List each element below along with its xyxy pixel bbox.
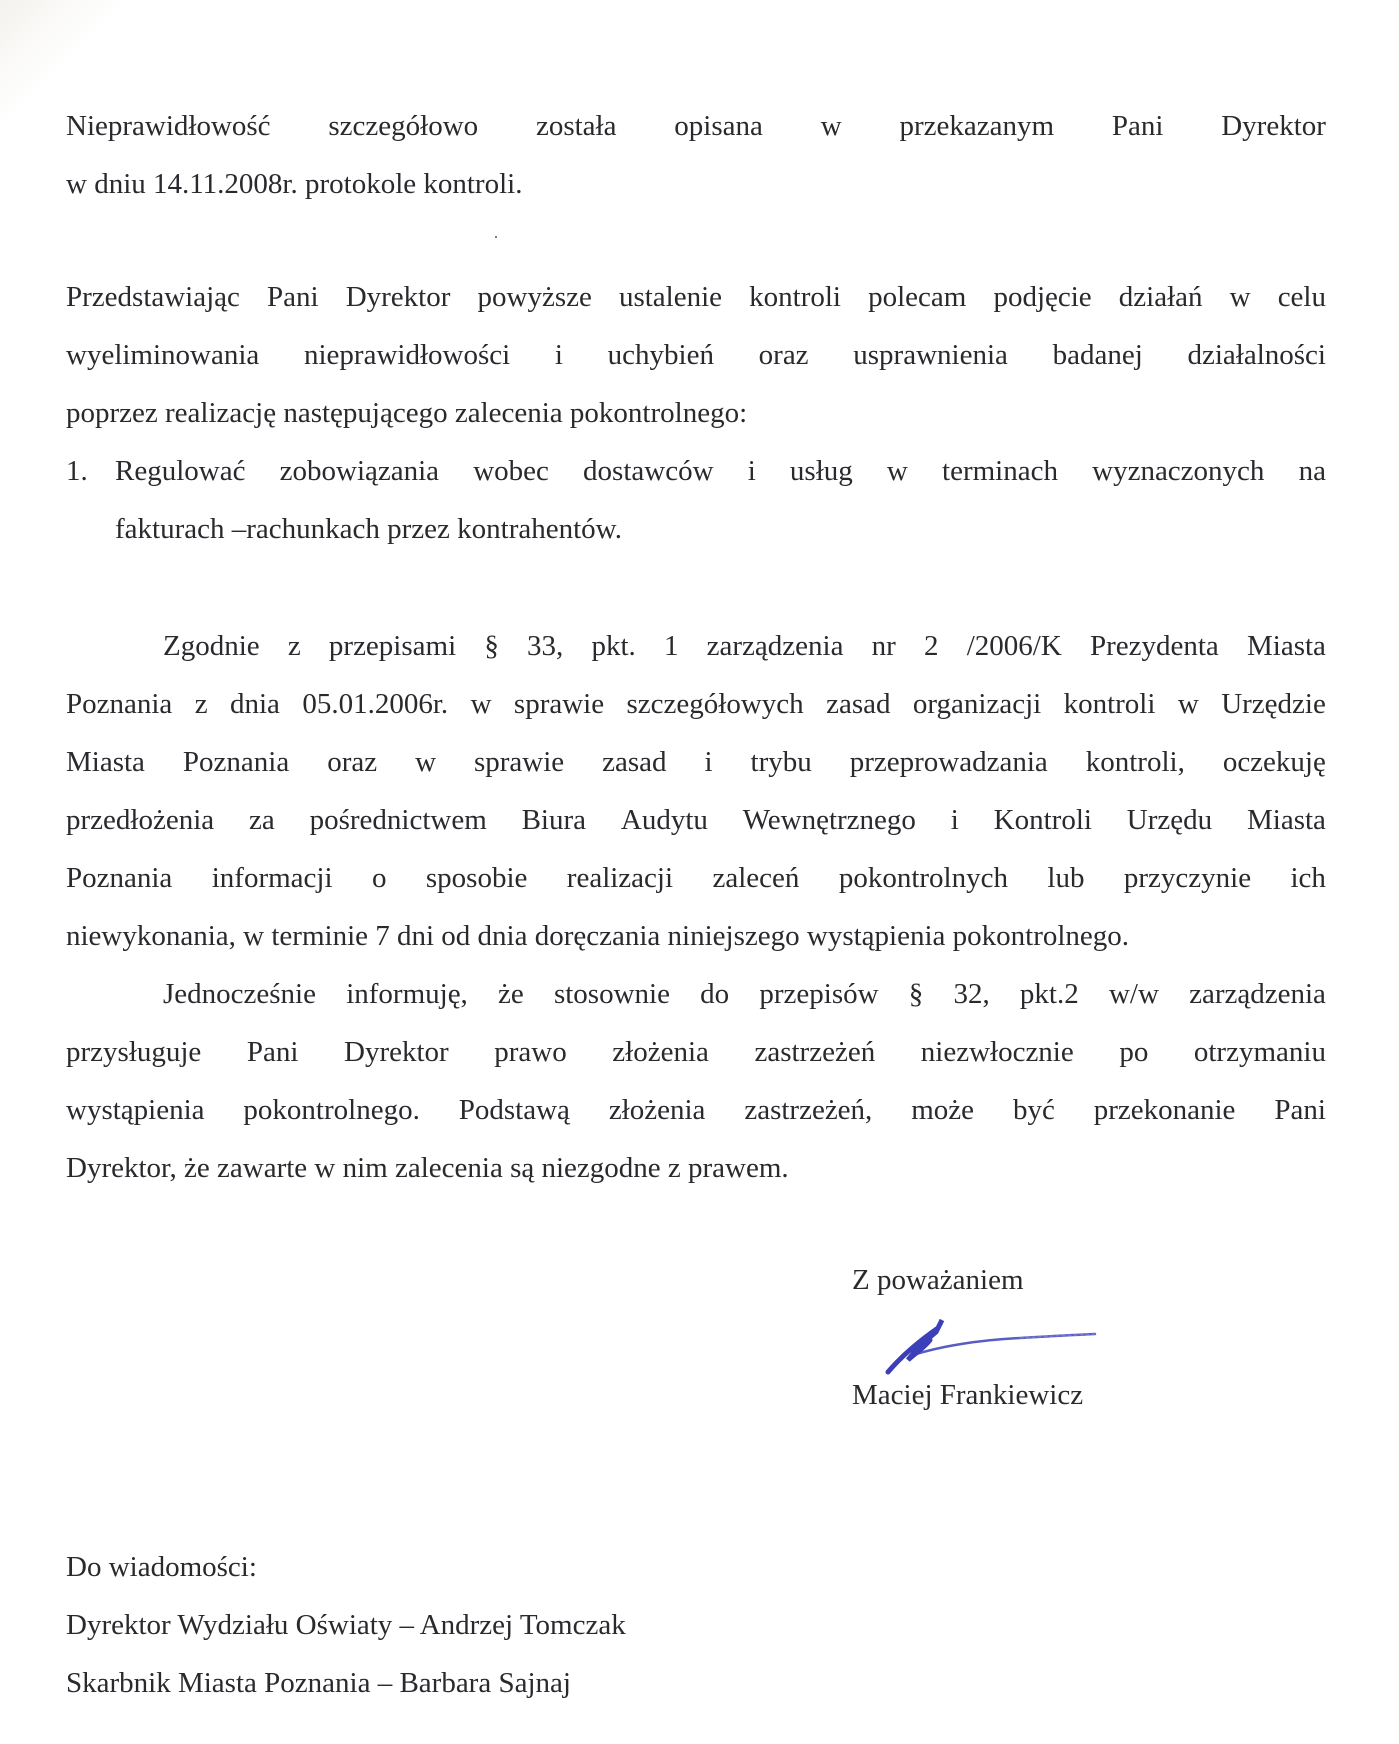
word: opisana — [674, 110, 763, 142]
word: usprawnienia — [853, 339, 1008, 371]
word: i — [704, 746, 713, 778]
word: szczegółowo — [328, 110, 479, 142]
word: w — [886, 455, 908, 487]
word: zobowiązania — [279, 455, 440, 487]
word: i — [747, 455, 756, 487]
word: Wewnętrznego — [742, 804, 916, 836]
word: przedłożenia — [66, 804, 215, 836]
word: przepisów — [759, 978, 879, 1010]
paragraph-3-line-4 — [66, 802, 1326, 838]
word: informacji — [211, 862, 333, 894]
word: Przedstawiając — [66, 281, 240, 313]
recommendation-1-line-2: fakturach –rachunkach przez kontrahentów. — [115, 513, 622, 545]
word: w — [820, 110, 842, 142]
word: Pani — [1274, 1094, 1326, 1126]
word: Miasta — [66, 746, 145, 778]
word: Urzędu — [1126, 804, 1213, 836]
word: zarządzenia — [706, 630, 844, 662]
distribution-recipient: Dyrektor Wydziału Oświaty – Andrzej Tomczak — [66, 1609, 626, 1641]
word: prawo — [494, 1036, 567, 1068]
word: w/w — [1108, 978, 1159, 1010]
word: do — [700, 978, 730, 1010]
paragraph-1-line-1 — [66, 108, 1326, 144]
word: § — [484, 630, 499, 662]
word: kontroli — [749, 281, 841, 313]
word: pośrednictwem — [309, 804, 487, 836]
word: wobec — [473, 455, 549, 487]
word: Poznania — [66, 688, 173, 720]
word: złożenia — [612, 1036, 709, 1068]
paragraph-4-line-4: Dyrektor, że zawarte w nim zalecenia są niezgodne z prawem. — [66, 1152, 789, 1184]
word: Regulować — [115, 455, 246, 487]
word: i — [950, 804, 959, 836]
paragraph-3-line-3 — [66, 744, 1326, 780]
paragraph-2-line-1 — [66, 279, 1326, 315]
paragraph-4-line-2 — [66, 1034, 1326, 1070]
word: wyznaczonych — [1092, 455, 1265, 487]
word: ich — [1290, 862, 1326, 894]
word: w — [1177, 688, 1199, 720]
word: Podstawą — [458, 1094, 570, 1126]
signatory-name: Maciej Frankiewicz — [852, 1379, 1084, 1411]
word: powyższe — [477, 281, 592, 313]
word: że — [498, 978, 524, 1010]
word: z — [287, 630, 301, 662]
distribution-recipient: Skarbnik Miasta Poznania – Barbara Sajnaj — [66, 1667, 571, 1699]
word: na — [1298, 455, 1326, 487]
word: po — [1119, 1036, 1149, 1068]
word: badanej — [1052, 339, 1143, 371]
word: sprawie — [473, 746, 565, 778]
paragraph-4-line-1 — [163, 976, 1326, 1012]
distribution-heading: Do wiadomości: — [66, 1551, 257, 1583]
paragraph-1-line-2: w dniu 14.11.2008r. protokole kontroli. — [66, 168, 523, 200]
paragraph-2-line-2 — [66, 337, 1326, 373]
word: polecam — [868, 281, 967, 313]
word: w — [1229, 281, 1251, 313]
word: nr — [871, 630, 896, 662]
word: usług — [789, 455, 853, 487]
word: być — [1012, 1094, 1055, 1126]
word: i — [554, 339, 563, 371]
word: lub — [1047, 862, 1085, 894]
word: za — [248, 804, 275, 836]
closing-salutation: Z poważaniem — [852, 1264, 1024, 1296]
paragraph-3-line-5 — [66, 860, 1326, 896]
word: zastrzeżeń, — [744, 1094, 873, 1126]
word: uchybień — [607, 339, 714, 371]
word: przekonanie — [1093, 1094, 1236, 1126]
paragraph-3-line-2 — [66, 686, 1326, 722]
paragraph-2-line-3: poprzez realizację następującego zalecenia pokontrolnego: — [66, 397, 748, 429]
word: celu — [1277, 281, 1326, 313]
word: zastrzeżeń — [754, 1036, 876, 1068]
word: Dyrektor — [1221, 110, 1326, 142]
word: Dyrektor — [345, 281, 451, 313]
word: przekazanym — [899, 110, 1055, 142]
word: dostawców — [583, 455, 714, 487]
word: Urzędzie — [1221, 688, 1326, 720]
word: Poznania — [182, 746, 290, 778]
word: organizacji — [912, 688, 1042, 720]
word: została — [535, 110, 617, 142]
word: Pani — [246, 1036, 299, 1068]
word: 05.01.2006r. — [302, 688, 449, 720]
recommendation-1-line-1 — [115, 453, 1326, 489]
word: szczegółowych — [626, 688, 804, 720]
word: informuję, — [346, 978, 468, 1010]
word: Kontroli — [993, 804, 1092, 836]
word: pkt. — [591, 630, 636, 662]
word: działalności — [1187, 339, 1326, 371]
word: Miasta — [1246, 804, 1326, 836]
word: 32, — [953, 978, 990, 1010]
word: Zgodnie — [163, 630, 260, 662]
word: trybu — [750, 746, 812, 778]
word: 1 — [663, 630, 679, 662]
word: działań — [1118, 281, 1203, 313]
word: Miasta — [1246, 630, 1326, 662]
word: realizacji — [566, 862, 674, 894]
word: oczekuję — [1222, 746, 1326, 778]
scan-speck — [495, 236, 497, 238]
word: otrzymaniu — [1193, 1036, 1326, 1068]
word: oraz — [327, 746, 378, 778]
word: niezwłocznie — [920, 1036, 1074, 1068]
word: Biura — [521, 804, 587, 836]
word: zasad — [826, 688, 891, 720]
word: stosownie — [553, 978, 670, 1010]
word: dnia — [230, 688, 280, 720]
word: Audytu — [620, 804, 708, 836]
handwritten-signature-icon — [880, 1310, 1100, 1385]
word: kontroli — [1063, 688, 1156, 720]
word: zarządzenia — [1189, 978, 1326, 1010]
paragraph-3-line-1 — [163, 628, 1326, 664]
word: o — [371, 862, 387, 894]
word: zasad — [602, 746, 667, 778]
word: złożenia — [608, 1094, 706, 1126]
word: przepisami — [328, 630, 457, 662]
word: pokontrolnych — [838, 862, 1008, 894]
word: w — [415, 746, 437, 778]
word: zaleceń — [712, 862, 800, 894]
word: sposobie — [425, 862, 528, 894]
word: /2006/K — [966, 630, 1062, 662]
word: 33, — [527, 630, 564, 662]
paragraph-3-line-6: niewykonania, w terminie 7 dni od dnia doręczania niniejszego wystąpienia pokontrolnego. — [66, 920, 1130, 952]
word: Pani — [1111, 110, 1164, 142]
word: pkt.2 — [1019, 978, 1079, 1010]
word: kontroli, — [1085, 746, 1185, 778]
word: Dyrektor — [344, 1036, 449, 1068]
word: przyczynie — [1123, 862, 1252, 894]
recommendation-number: 1. — [66, 455, 88, 487]
word: ustalenie — [618, 281, 723, 313]
word: wystąpienia — [66, 1094, 205, 1126]
word: z — [194, 688, 208, 720]
word: podjęcie — [993, 281, 1092, 313]
word: sprawie — [513, 688, 605, 720]
word: w — [470, 688, 492, 720]
word: Nieprawidłowość — [66, 110, 271, 142]
word: przysługuje — [66, 1036, 202, 1068]
paragraph-4-line-3 — [66, 1092, 1326, 1128]
word: § — [908, 978, 924, 1010]
word: Jednocześnie — [163, 978, 316, 1010]
word: przeprowadzania — [849, 746, 1048, 778]
word: Poznania — [66, 862, 173, 894]
word: Pani — [267, 281, 319, 313]
word: nieprawidłowości — [304, 339, 511, 371]
word: oraz — [758, 339, 809, 371]
word: pokontrolnego. — [243, 1094, 420, 1126]
word: 2 — [924, 630, 939, 662]
word: może — [911, 1094, 975, 1126]
word: terminach — [942, 455, 1058, 487]
word: Prezydenta — [1089, 630, 1219, 662]
word: wyeliminowania — [66, 339, 260, 371]
